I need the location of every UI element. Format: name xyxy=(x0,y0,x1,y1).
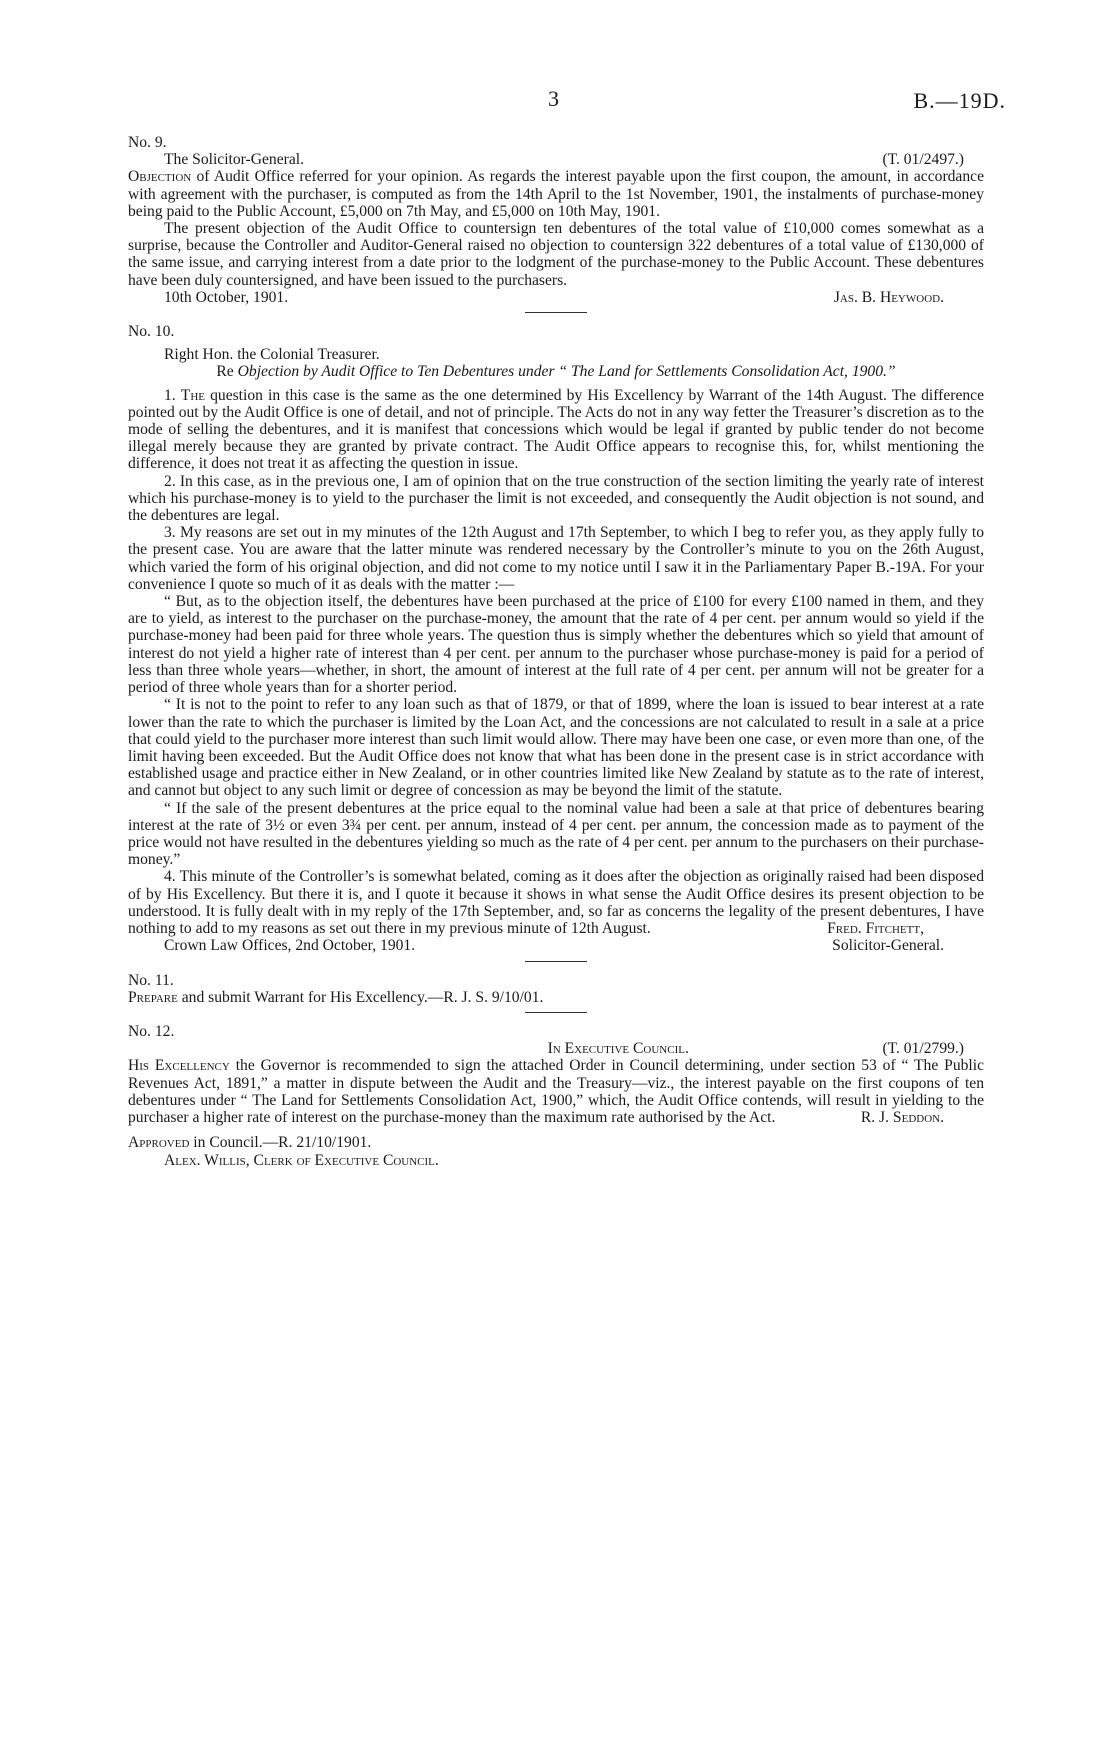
no10-re-line xyxy=(128,363,984,380)
no9-sign-line xyxy=(128,289,984,306)
section-number-9: No. 9. xyxy=(128,134,167,151)
no11-first-word: Prepare xyxy=(128,988,178,1006)
no10-signature: Fred. Fitchett, xyxy=(827,920,924,938)
no10-re-text: Objection by Audit Office to Ten Debentures under “ The Land for Settlements Consolidation Act, 1900.” xyxy=(237,363,896,381)
no10-closing-line xyxy=(128,937,984,954)
no12-clerk: Alex. Willis, Clerk of Executive Council. xyxy=(164,1151,439,1169)
no9-addressee: The Solicitor-General. xyxy=(164,151,304,169)
no9-address-line xyxy=(128,151,984,168)
no12-heading: In Executive Council. xyxy=(547,1040,689,1058)
no10-place-date: Crown Law Offices, 2nd October, 1901. xyxy=(164,937,416,955)
no9-date: 10th October, 1901. xyxy=(164,288,289,306)
no12-text: the Governor is recommended to sign the attached Order in Council determining, under section 53 of “ The Public Revenues Act, 1891,” a matter in dispute between the Audit and the Treasury—viz., the interest payable on the first coupons of ten debentures under “ The Land for Settlements Consolidation Act, 1900,” which, the Audit Office contends, will result in yielding to the purchaser a higher rate of interest on the purchase-money than the maximum rate authorised by the Act. xyxy=(128,1057,984,1126)
no12-ref: (T. 01/2799.) xyxy=(882,1040,964,1058)
section-number-11: No. 11. xyxy=(128,971,174,989)
section-divider xyxy=(525,1012,587,1013)
section-divider xyxy=(525,961,587,962)
no10-signature-title: Solicitor-General. xyxy=(832,937,944,955)
no12-approved-text: in Council.—R. 21/10/1901. xyxy=(189,1134,372,1152)
no12-signature: R. J. Seddon. xyxy=(860,1109,944,1127)
section-number-12: No. 12. xyxy=(128,1022,175,1040)
no10-p1-first-word: The xyxy=(180,386,205,404)
page-number: 3 xyxy=(548,86,559,111)
no10-paragraph-3: 3. My reasons are set out in my minutes of the 12th August and 17th September, to which I beg to refer you, as they apply fully to the present case. You are aware that the latter minute was rendered necessary by the Controller’s minute to you on the 26th August, which varied the form of his original objection, and did not come to my notice until I saw it in the Parliamentary Paper B.-19A. For your convenience I quote so much of it as deals with the matter :— xyxy=(128,524,984,593)
no9-p1-text: of Audit Office referred for your opinion. As regards the interest payable upon the first coupon, the amount, in accordance with agreement with the purchaser, is computed as from the 14th April to the 1st November, 1901, the instalments of purchase-money being paid to the Public Account, £5,000 on 7th May, and £5,000 on 10th May, 1901. xyxy=(128,168,984,220)
no12-first-words: His Excellency xyxy=(128,1057,230,1075)
no10-p1-num: 1. xyxy=(164,386,181,404)
document-body xyxy=(128,134,984,1169)
no10-quote-1: “ But, as to the objection itself, the debentures have been purchased at the price of £100 for every £100 named in them, and they are to yield, as interest to the purchaser on the purchase-money, the amount that the rate of 4 per cent. per annum would so yield if the purchase-money had been paid for three whole years. The question thus is simply whether the debentures which so yield that amount of interest do not yield a higher rate of interest than 4 per cent. per annum to the purchaser whose purchase-money is paid for a period of less than three whole years—whether, in short, the amount of interest at the full rate of 4 per cent. per annum will not be greater for a period of three whole years than for a shorter period. xyxy=(128,593,984,697)
no10-addressee: Right Hon. the Colonial Treasurer. xyxy=(164,346,380,364)
no10-paragraph-1 xyxy=(128,387,984,473)
no9-signature: Jas. B. Heywood. xyxy=(833,288,944,306)
no9-p1-first-word: Objection xyxy=(128,168,192,186)
no9-paragraph-2: The present objection of the Audit Office to countersign ten debentures of the total value of £10,000 comes somewhat as a surprise, because the Controller and Auditor-General raised no objection to countersign 322 debentures of a total value of £130,000 of the same issue, and carrying interest from a date prior to the lodgment of the purchase-money to the Public Account. These debentures have been duly countersigned, and have been issued to the purchasers. xyxy=(128,220,984,289)
no10-quote-2: “ It is not to the point to refer to any loan such as that of 1879, or that of 1899, where the loan is issued to bear interest at a rate lower than the rate to which the purchaser is limited by the Loan Act, and the concessions are not calculated to result in a sale at a price that could yield to the purchaser more interest than such limit would allow. There may have been one case, or even more than one, of the limit having been exceeded. But the Audit Office does not know that what has been done in the present case is in strict accordance with established usage and practice either in New Zealand, or in other countries limited like New Zealand by statute as to the rate of interest, and cannot but object to any such limit or degree of concession as may be beyond the limit of the statute. xyxy=(128,696,984,800)
no10-paragraph-2: 2. In this case, as in the previous one, I am of opinion that on the true construction of the section limiting the yearly rate of interest which his purchase-money is to yield to the purchaser the limit is not exceeded, and consequently the Audit objection is not sound, and the debentures are legal. xyxy=(128,472,984,525)
section-number-10: No. 10. xyxy=(128,323,175,341)
section-divider xyxy=(525,312,587,313)
no12-approved xyxy=(128,1134,984,1151)
document-reference: B.—19D. xyxy=(913,88,1006,113)
no10-paragraph-4: 4. This minute of the Controller’s is somewhat belated, coming as it does after the objection as originally raised had been disposed of by His Excellency. But there it is, and I quote it because it shows in what sense the Audit Office desires its present objection to be understood. It is fully dealt with in my reply of the 17th September, and, so far as concerns the legality of the present debentures, I have nothing to add to my reasons as set out there in my previous minute of 12th August. xyxy=(128,868,984,937)
no11-minute xyxy=(128,989,984,1006)
no9-paragraph-1 xyxy=(128,168,984,220)
no10-quote-3: “ If the sale of the present debentures at the price equal to the nominal value had been a sale at that price of debentures bearing interest at the rate of 3½ or even 3¾ per cent. per annum, instead of 4 per cent. per annum, the concession made as to payment of the price would not have resulted in the debentures yielding so much as the rate of 4 per cent. per annum to the purchasers on their purchase-money.” xyxy=(128,799,984,869)
no11-text: and submit Warrant for His Excellency.—R. J. S. 9/10/01. xyxy=(177,988,544,1006)
no9-ref: (T. 01/2497.) xyxy=(882,151,964,169)
no12-approved-word: Approved xyxy=(128,1134,190,1152)
no10-re-prefix: Re xyxy=(216,363,238,381)
no10-p1-text: question in this case is the same as the one determined by His Excellency by Warrant of the 14th August. The difference pointed out by the Audit Office is one of detail, and not of principle. The Acts do not in any way fetter the Treasurer’s discretion as to the mode of selling the debentures, and it is manifest that concessions which would be legal if granted by public tender do not become illegal merely because they are granted by private contract. The Audit Office appears to recognise this, for, whilst mentioning the difference, it does not treat it as affecting the question in issue. xyxy=(128,386,985,473)
no12-heading-line xyxy=(128,1040,984,1057)
